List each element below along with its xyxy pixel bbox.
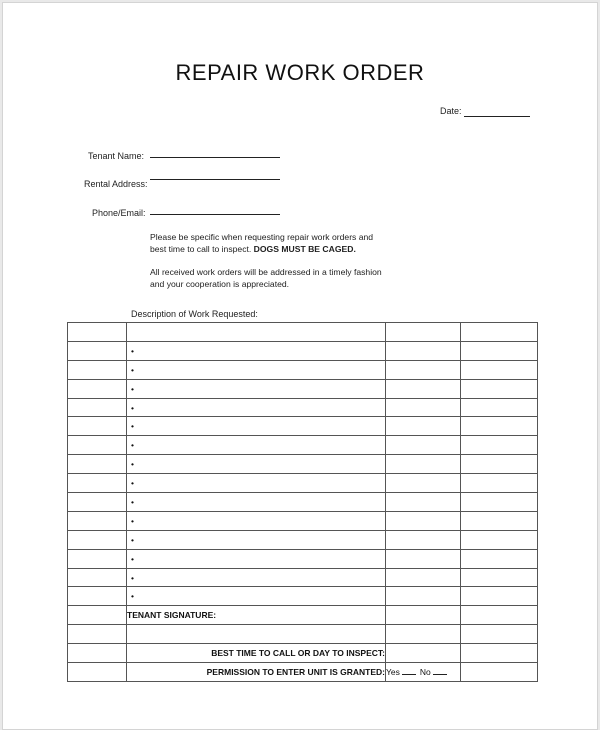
- table-row: [68, 530, 538, 549]
- yes-label: Yes: [386, 666, 400, 677]
- date-label: Date:: [440, 106, 462, 116]
- work-item-bullet[interactable]: •: [127, 511, 386, 530]
- work-item-bullet[interactable]: •: [127, 341, 386, 360]
- work-item-bullet[interactable]: •: [127, 398, 386, 417]
- rental-address-field[interactable]: [150, 179, 280, 180]
- instructions-text: Please be specific when requesting repair work orders and best time to call to inspect.: [150, 232, 374, 254]
- table-row: [68, 474, 538, 493]
- work-item-bullet[interactable]: •: [127, 379, 386, 398]
- work-item-bullet[interactable]: •: [127, 455, 386, 474]
- table-row: [68, 568, 538, 587]
- work-item-bullet[interactable]: •: [127, 436, 386, 455]
- table-row: [68, 663, 538, 682]
- work-item-bullet[interactable]: •: [127, 493, 386, 512]
- best-time-label: BEST TIME TO CALL OR DAY TO INSPECT:: [127, 644, 386, 663]
- table-row: [68, 417, 538, 436]
- tenant-name-field[interactable]: [150, 157, 280, 158]
- work-item-bullet[interactable]: •: [127, 360, 386, 379]
- tenant-signature-label: TENANT SIGNATURE:: [127, 606, 386, 625]
- form-title: REPAIR WORK ORDER: [175, 60, 425, 85]
- best-time-field[interactable]: [386, 644, 461, 663]
- table-row: [68, 436, 538, 455]
- no-label: No: [419, 666, 431, 677]
- table-row: [68, 587, 538, 606]
- table-row: [68, 511, 538, 530]
- permission-label: PERMISSION TO ENTER UNIT IS GRANTED:: [127, 663, 386, 682]
- instructions-paragraph-2: All received work orders will be addressed in a timely fashion and your cooperation is appreciated.: [150, 267, 382, 289]
- tenant-name-label: Tenant Name:: [88, 151, 145, 161]
- work-item-bullet[interactable]: •: [127, 549, 386, 568]
- dogs-warning: DOGS MUST BE CAGED.: [253, 244, 356, 254]
- phone-email-field[interactable]: [150, 214, 280, 215]
- table-row: [68, 455, 538, 474]
- table-row: [68, 341, 538, 360]
- work-item-bullet[interactable]: •: [127, 568, 386, 587]
- no-field[interactable]: [433, 674, 447, 675]
- table-row: [68, 360, 538, 379]
- table-row: [68, 625, 538, 644]
- work-item-bullet[interactable]: •: [127, 587, 386, 606]
- instructions-paragraph-1: [150, 231, 390, 255]
- work-item-bullet[interactable]: •: [127, 474, 386, 493]
- work-request-table: [67, 322, 538, 682]
- table-row: [68, 379, 538, 398]
- work-item-bullet[interactable]: •: [127, 530, 386, 549]
- table-row: [68, 493, 538, 512]
- table-row: [68, 606, 538, 625]
- yes-field[interactable]: [402, 674, 416, 675]
- permission-yes-no[interactable]: [386, 663, 461, 682]
- description-label: Description of Work Requested:: [131, 309, 258, 319]
- work-item-bullet[interactable]: •: [127, 417, 386, 436]
- rental-address-label: Rental Address:: [84, 179, 148, 189]
- table-row: [68, 398, 538, 417]
- date-field[interactable]: [464, 116, 530, 117]
- table-row: [68, 644, 538, 663]
- table-row: [68, 549, 538, 568]
- table-row: [68, 323, 538, 342]
- tenant-signature-field[interactable]: [127, 625, 386, 644]
- phone-email-label: Phone/Email:: [92, 208, 146, 218]
